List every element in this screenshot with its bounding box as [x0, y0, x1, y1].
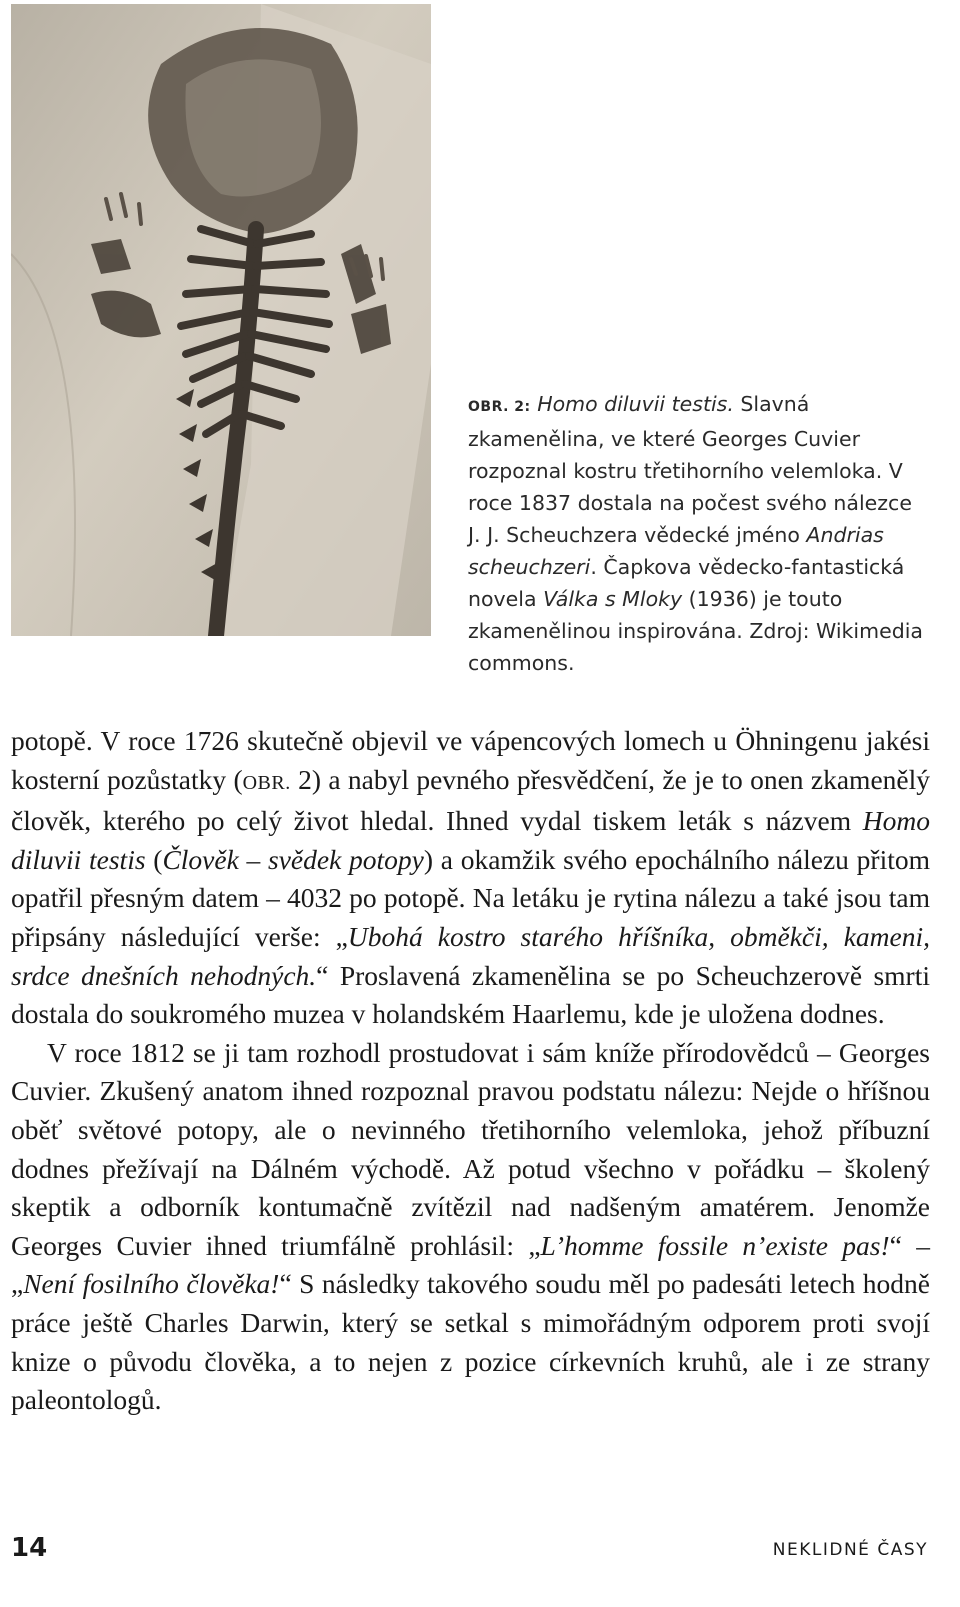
novel-title: Válka s Mloky	[543, 587, 683, 611]
paragraph-1: potopě. V roce 1726 skutečně objevil ve vápencových lomech u Öhningenu jakési kosterní pozůstatky (OBR. 2) a nabyl pevného přesvědčení, že je to onen zkamenělý člověk, kterého po celý život hledal. Ihned vydal tiskem leták s názvem Homo diluvii testis (Člověk – svědek potopy) a okamžik svého epochálního nálezu přitom opatřil přesným datem – 4032 po potopě. Na letáku je rytina nálezu a také jsou tam připsány následující verše: „Ubohá kostro starého hříšníka, obměkči, kameni, srdce dnešních nehodných.“ Proslavená zkamenělina se po Scheuchzerově smrti dostala do soukromého muzea v holandském Haarlemu, kde je uložena dodnes.	[11, 725, 931, 1030]
caption-text	[468, 388, 930, 679]
quoted-verse: Ubohá kostro starého hříšníka, obměkči, kameni, srdce dnešních nehodných.	[11, 920, 930, 991]
running-footer-title: NEKLIDNÉ ČASY	[772, 1540, 928, 1560]
fossil-figure	[11, 4, 431, 636]
body-text	[11, 722, 930, 1420]
fossil-image	[11, 4, 431, 636]
caption-part: (1936) je touto zkamenělinou inspirována. Zdroj: Wikimedia commons.	[468, 587, 923, 675]
cuvier-quote: L’homme fossile n’existe pas!	[540, 1229, 890, 1261]
figure-caption	[468, 388, 930, 679]
caption-part: Slavná zkamenělina, ve které Georges Cuvier rozpoznal kostru třetihorního velemloka. V roce 1837 dostala na počest svého nálezce J. J. Scheuchzera vědecké jméno	[468, 392, 912, 547]
cuvier-quote-translation: Není fosilního člověka!	[23, 1268, 280, 1300]
figure-reference: OBR.	[242, 771, 291, 794]
page-number: 14	[11, 1533, 48, 1563]
caption-label: OBR. 2:	[468, 399, 531, 415]
caption-title: Homo diluvii testis.	[537, 392, 734, 416]
paragraph-2: V roce 1812 se ji tam rozhodl prostudovat i sám kníže přírodovědců – Georges Cuvier. Zkušený anatom ihned rozpoznal pravou podstatu nálezu: Nejde o hříšnou oběť světové potopy, ale o nevinného třetihorního velemloka, jehož příbuzní dodnes přežívají na Dálném východě. Až potud všechno v pořádku – školený skeptik a odborník kontumačně zvítězil nad nadšeným amatérem. Jenomže Georges Cuvier ihned triumfálně prohlásil: „L’homme fossile n’existe pas!“ – „Není fosilního člověka!“ S následky takového soudu měl po padesáti letech hodně práce ještě Charles Darwin, který se setkal s mimořádným odporem proti svojí knize o původu člověka, a to nejen z pozice církevních kruhů, ale i ze strany paleontologů.	[11, 1036, 930, 1416]
caption-part: . Čapkova vědecko-fantastická novela	[468, 555, 905, 611]
scientific-name: Andrias scheuchzeri	[468, 523, 884, 579]
